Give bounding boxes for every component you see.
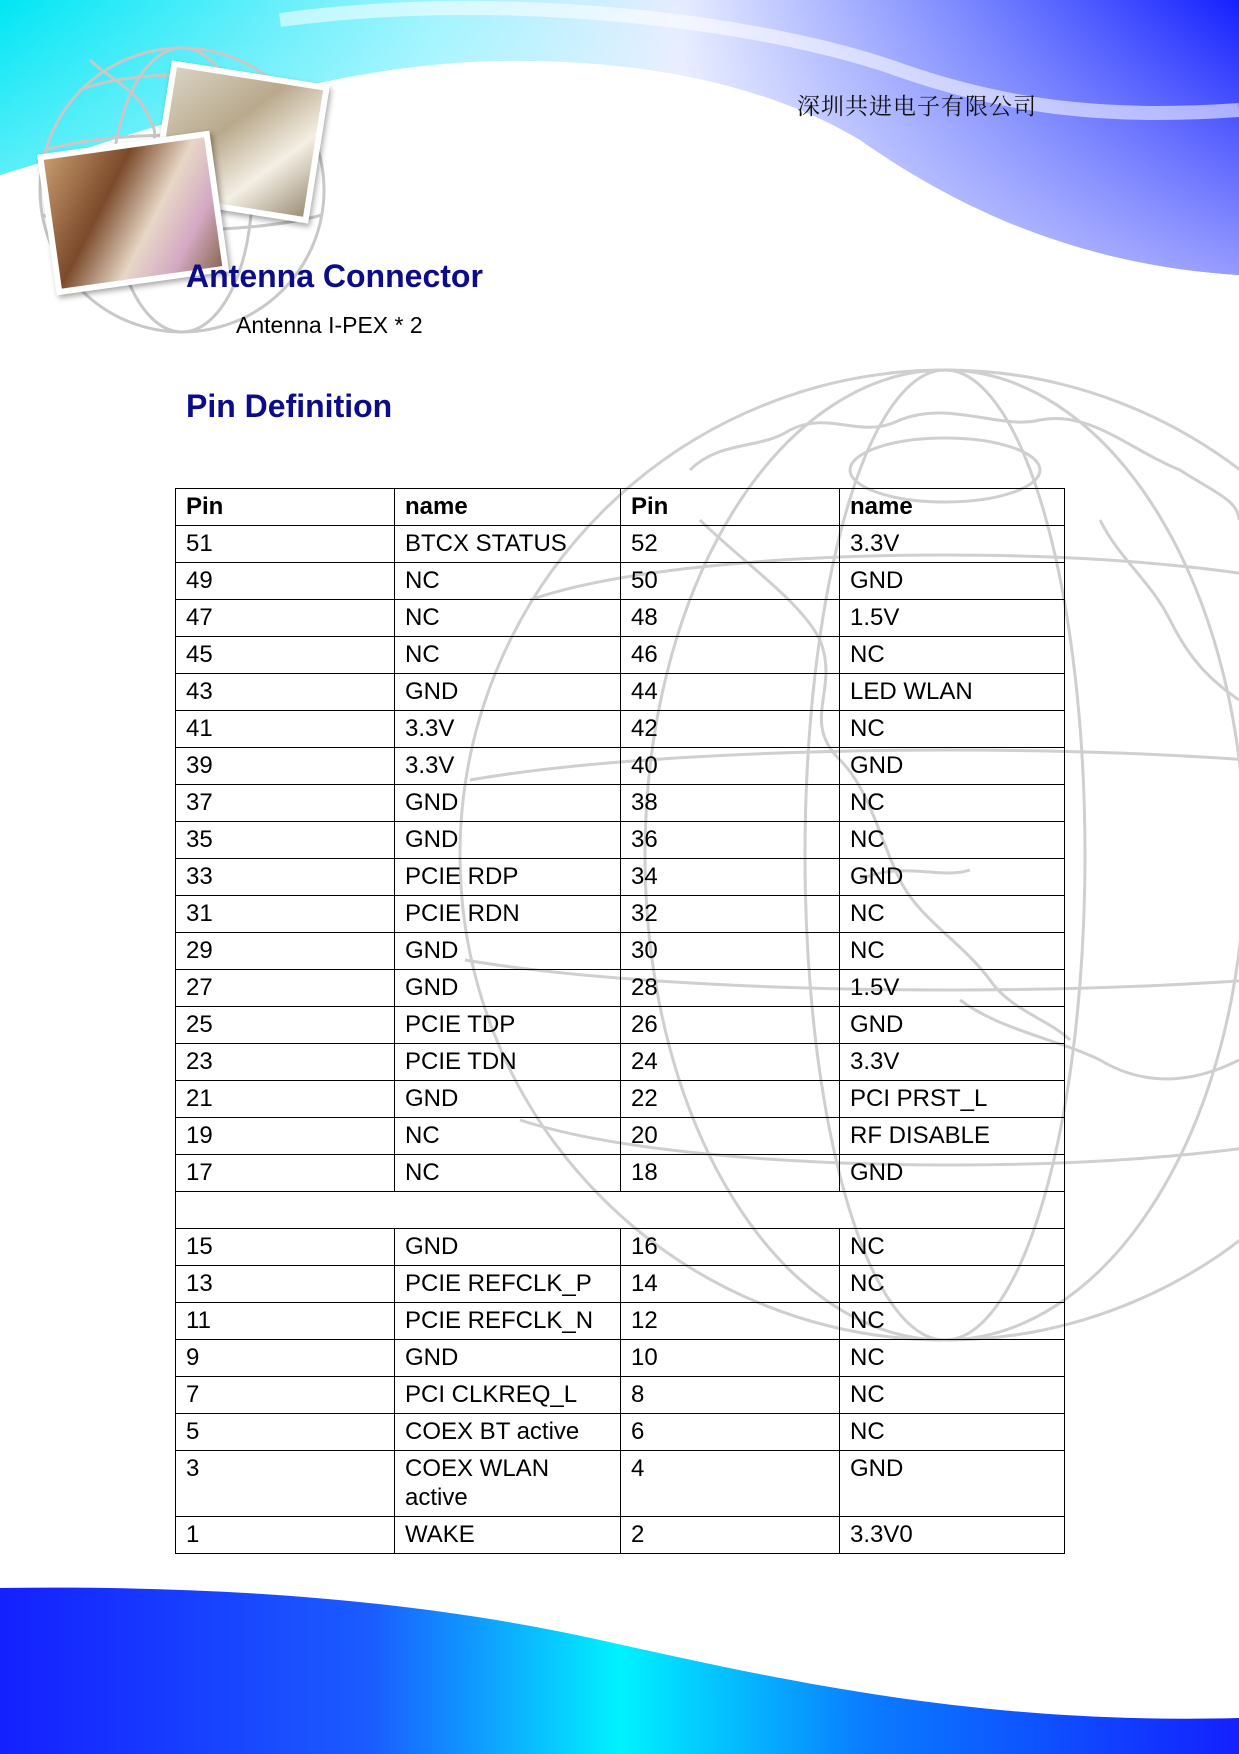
table-row	[176, 1007, 1065, 1044]
signal-odd-cell: COEX BT active	[395, 1414, 621, 1451]
signal-odd-cell: GND	[395, 933, 621, 970]
pin-odd-cell: 39	[176, 748, 395, 785]
signal-odd-cell: 3.3V	[395, 711, 621, 748]
table-row	[176, 1266, 1065, 1303]
pin-odd-cell: 35	[176, 822, 395, 859]
table-body-bottom	[176, 1229, 1065, 1554]
signal-odd-cell: PCIE TDN	[395, 1044, 621, 1081]
table-row	[176, 785, 1065, 822]
signal-even-cell: NC	[840, 896, 1065, 933]
table-row	[176, 748, 1065, 785]
signal-even-cell: 1.5V	[840, 970, 1065, 1007]
table-row	[176, 526, 1065, 563]
pin-even-cell: 8	[621, 1377, 840, 1414]
key-gap-cell	[176, 1192, 1065, 1229]
header-pin-odd: Pin	[176, 489, 395, 526]
signal-even-cell: NC	[840, 785, 1065, 822]
pin-even-cell: 52	[621, 526, 840, 563]
signal-odd-cell: NC	[395, 600, 621, 637]
signal-even-cell: NC	[840, 1229, 1065, 1266]
pin-even-cell: 38	[621, 785, 840, 822]
signal-odd-cell: NC	[395, 637, 621, 674]
pin-odd-cell: 19	[176, 1118, 395, 1155]
pin-odd-cell: 5	[176, 1414, 395, 1451]
table-row	[176, 1451, 1065, 1517]
table-header-row	[176, 489, 1065, 526]
signal-even-cell: GND	[840, 859, 1065, 896]
table-row	[176, 1118, 1065, 1155]
signal-odd-cell: PCIE RDP	[395, 859, 621, 896]
antenna-description: Antenna I-PEX * 2	[236, 312, 423, 338]
pin-odd-cell: 41	[176, 711, 395, 748]
pin-even-cell: 32	[621, 896, 840, 933]
table-row	[176, 1340, 1065, 1377]
signal-even-cell: GND	[840, 748, 1065, 785]
pin-odd-cell: 7	[176, 1377, 395, 1414]
table-row	[176, 1303, 1065, 1340]
bottom-wave	[0, 1588, 1239, 1754]
table-row	[176, 970, 1065, 1007]
signal-even-cell: RF DISABLE	[840, 1118, 1065, 1155]
table-row	[176, 563, 1065, 600]
table-key-gap	[176, 1192, 1065, 1229]
pin-odd-cell: 49	[176, 563, 395, 600]
signal-odd-cell: GND	[395, 674, 621, 711]
signal-odd-cell: NC	[395, 1155, 621, 1192]
signal-even-cell: 3.3V	[840, 1044, 1065, 1081]
signal-even-cell: 3.3V0	[840, 1517, 1065, 1554]
signal-odd-cell: BTCX STATUS	[395, 526, 621, 563]
signal-even-cell: GND	[840, 1007, 1065, 1044]
table-body-top	[176, 526, 1065, 1192]
signal-odd-cell: WAKE	[395, 1517, 621, 1554]
pin-odd-cell: 33	[176, 859, 395, 896]
pin-even-cell: 46	[621, 637, 840, 674]
table-row	[176, 896, 1065, 933]
signal-odd-cell: GND	[395, 970, 621, 1007]
signal-odd-cell: 3.3V	[395, 748, 621, 785]
header-pin-even: Pin	[621, 489, 840, 526]
signal-odd-cell: PCIE REFCLK_N	[395, 1303, 621, 1340]
pin-odd-cell: 29	[176, 933, 395, 970]
pin-even-cell: 26	[621, 1007, 840, 1044]
pin-odd-cell: 9	[176, 1340, 395, 1377]
pin-even-cell: 44	[621, 674, 840, 711]
signal-odd-cell: PCI CLKREQ_L	[395, 1377, 621, 1414]
pin-odd-cell: 43	[176, 674, 395, 711]
pin-even-cell: 20	[621, 1118, 840, 1155]
signal-odd-cell: GND	[395, 785, 621, 822]
signal-odd-cell: GND	[395, 1229, 621, 1266]
pin-even-cell: 16	[621, 1229, 840, 1266]
table-row	[176, 859, 1065, 896]
pin-even-cell: 42	[621, 711, 840, 748]
signal-even-cell: NC	[840, 1377, 1065, 1414]
pin-odd-cell: 47	[176, 600, 395, 637]
table-row	[176, 1517, 1065, 1554]
pin-even-cell: 4	[621, 1451, 840, 1517]
signal-even-cell: NC	[840, 1303, 1065, 1340]
pin-odd-cell: 25	[176, 1007, 395, 1044]
signal-even-cell: NC	[840, 637, 1065, 674]
signal-odd-cell: NC	[395, 1118, 621, 1155]
pin-odd-cell: 51	[176, 526, 395, 563]
pin-even-cell: 28	[621, 970, 840, 1007]
signal-even-cell: NC	[840, 1266, 1065, 1303]
signal-even-cell: 1.5V	[840, 600, 1065, 637]
pin-even-cell: 2	[621, 1517, 840, 1554]
company-name: 深圳共进电子有限公司	[797, 94, 1037, 120]
pin-even-cell: 40	[621, 748, 840, 785]
signal-even-cell: 3.3V	[840, 526, 1065, 563]
pin-odd-cell: 31	[176, 896, 395, 933]
table-row	[176, 1044, 1065, 1081]
header-name-even: name	[840, 489, 1065, 526]
pin-odd-cell: 37	[176, 785, 395, 822]
table-row	[176, 933, 1065, 970]
key-gap-row	[176, 1192, 1065, 1229]
pin-even-cell: 14	[621, 1266, 840, 1303]
table-row	[176, 1155, 1065, 1192]
pin-odd-cell: 21	[176, 1081, 395, 1118]
header-name-odd: name	[395, 489, 621, 526]
antenna-connector-heading: Antenna Connector	[186, 258, 483, 294]
pin-odd-cell: 15	[176, 1229, 395, 1266]
signal-even-cell: GND	[840, 563, 1065, 600]
signal-even-cell: NC	[840, 822, 1065, 859]
signal-even-cell: NC	[840, 933, 1065, 970]
pin-even-cell: 48	[621, 600, 840, 637]
table-row	[176, 822, 1065, 859]
pin-even-cell: 34	[621, 859, 840, 896]
table-row	[176, 674, 1065, 711]
table-row	[176, 711, 1065, 748]
table-row	[176, 1081, 1065, 1118]
signal-even-cell: GND	[840, 1451, 1065, 1517]
signal-odd-cell: GND	[395, 1340, 621, 1377]
pin-odd-cell: 27	[176, 970, 395, 1007]
pin-even-cell: 10	[621, 1340, 840, 1377]
signal-odd-cell: GND	[395, 822, 621, 859]
pin-odd-cell: 23	[176, 1044, 395, 1081]
table-row	[176, 1229, 1065, 1266]
pin-even-cell: 18	[621, 1155, 840, 1192]
signal-odd-cell: COEX WLAN active	[395, 1451, 621, 1517]
pin-definition-table	[175, 488, 1065, 1554]
pin-odd-cell: 45	[176, 637, 395, 674]
signal-odd-cell: NC	[395, 563, 621, 600]
table-row	[176, 1377, 1065, 1414]
pin-odd-cell: 1	[176, 1517, 395, 1554]
pin-odd-cell: 17	[176, 1155, 395, 1192]
signal-even-cell: NC	[840, 711, 1065, 748]
pin-even-cell: 30	[621, 933, 840, 970]
pin-even-cell: 50	[621, 563, 840, 600]
signal-even-cell: GND	[840, 1155, 1065, 1192]
signal-even-cell: NC	[840, 1414, 1065, 1451]
pin-even-cell: 36	[621, 822, 840, 859]
signal-odd-cell: GND	[395, 1081, 621, 1118]
table-row	[176, 600, 1065, 637]
table-row	[176, 1414, 1065, 1451]
table-row	[176, 637, 1065, 674]
signal-odd-cell: PCIE REFCLK_P	[395, 1266, 621, 1303]
pin-odd-cell: 3	[176, 1451, 395, 1517]
signal-odd-cell: PCIE RDN	[395, 896, 621, 933]
pin-even-cell: 22	[621, 1081, 840, 1118]
pin-odd-cell: 13	[176, 1266, 395, 1303]
signal-even-cell: PCI PRST_L	[840, 1081, 1065, 1118]
pin-definition-heading: Pin Definition	[186, 388, 393, 424]
pin-even-cell: 6	[621, 1414, 840, 1451]
signal-odd-cell: PCIE TDP	[395, 1007, 621, 1044]
pin-odd-cell: 11	[176, 1303, 395, 1340]
pin-even-cell: 12	[621, 1303, 840, 1340]
signal-even-cell: LED WLAN	[840, 674, 1065, 711]
pin-even-cell: 24	[621, 1044, 840, 1081]
signal-even-cell: NC	[840, 1340, 1065, 1377]
